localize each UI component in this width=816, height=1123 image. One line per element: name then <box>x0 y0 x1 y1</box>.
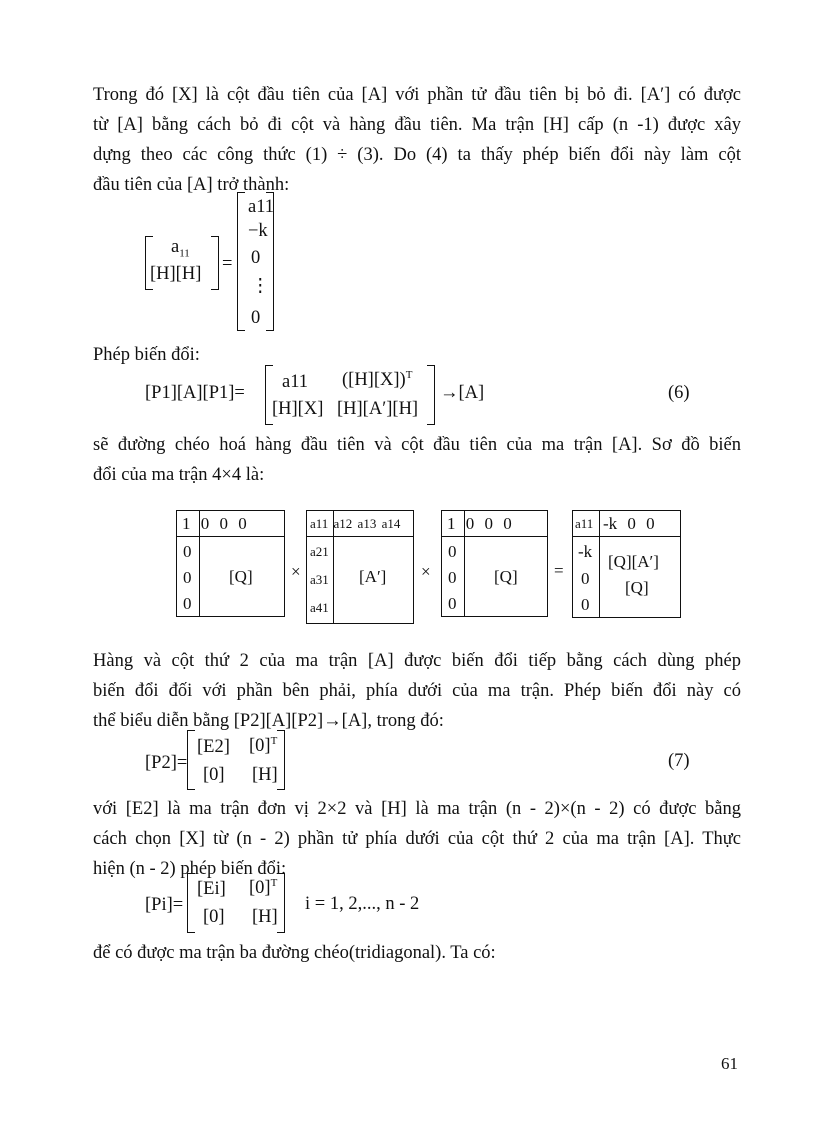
paragraph-4 <box>93 646 741 736</box>
scheme-m4-col: 0 <box>581 569 590 588</box>
rhs-entry: 0 <box>251 308 261 328</box>
scheme-m1-col: 0 <box>183 542 192 561</box>
rhs-entry: 0 <box>251 248 261 268</box>
divider <box>441 536 547 537</box>
bracket-right <box>266 192 274 331</box>
scheme-m4-corner: a11 <box>575 516 594 531</box>
text-line: sẽ đường chéo hoá hàng đầu tiên và cột đầu tiên của ma trận [A]. Sơ đồ biến <box>93 435 741 455</box>
text-line: đầu tiên của [A] trở thành: <box>93 175 290 195</box>
text-line: Trong đó [X] là cột đầu tiên của [A] với phần tử đầu tiên bị bỏ đi. [A′] có được <box>93 85 741 105</box>
scheme-m1-top: 1 0 0 0 <box>182 514 247 533</box>
bracket-left <box>237 192 245 331</box>
scheme-m2-col: a21 <box>310 544 329 559</box>
scheme-m3-top: 1 0 0 0 <box>447 514 512 533</box>
eq6-m21: [H][X] <box>272 399 324 419</box>
eq6-lhs: [P1][A][P1]= <box>145 383 245 403</box>
bracket-right <box>427 365 435 425</box>
eqpi-lhs: [Pi]= <box>145 895 184 915</box>
eq-equals: = <box>222 254 233 274</box>
divider <box>306 536 413 537</box>
rhs-entry: −k <box>248 221 268 241</box>
text-line: đổi của ma trận 4×4 là: <box>93 465 265 485</box>
scheme-m3-col: 0 <box>448 542 457 561</box>
eqpi-m21: [0] <box>203 907 225 927</box>
text-line: hiện (n - 2) phép biến đổi: <box>93 859 287 879</box>
eqpi-m12: $[0]^T$ <box>249 877 278 899</box>
scheme-m4-col: 0 <box>581 595 590 614</box>
rhs-entry: ⋮ <box>251 276 270 296</box>
paragraph-2 <box>93 340 741 370</box>
eq-lhs-top: $a_{11}$ <box>171 237 190 260</box>
eqpi-m11: [Ei] <box>197 879 226 899</box>
scheme-m3-col: 0 <box>448 594 457 613</box>
bracket-left <box>187 873 195 933</box>
scheme-m2-top: a11 a12 a13 a14 <box>310 516 401 531</box>
paragraph-1 <box>93 80 741 200</box>
scheme-m4-center1: [Q][A′] <box>608 552 659 571</box>
text-line: với [E2] là ma trận đơn vị 2×2 và [H] là ma trận (n - 2)×(n - 2) có được bằng <box>93 799 741 819</box>
scheme-m2-col: a41 <box>310 600 329 615</box>
eq7-lhs: [P2]= <box>145 753 188 773</box>
text-line: từ [A] bằng cách bỏ đi cột và hàng đầu tiên. Ma trận [H] cấp (n -1) được xây <box>93 115 741 135</box>
text-line: biến đổi đối với phần bên phải, phía dưới của ma trận. Phép biến đổi này có <box>93 681 741 701</box>
eq7-m12: $[0]^T$ <box>249 735 278 757</box>
eq7-m21: [0] <box>203 765 225 785</box>
bracket-right <box>277 873 285 933</box>
eq6-arrow: →[A] <box>440 383 485 403</box>
text-line: để có được ma trận ba đường chéo(tridiagonal). Ta có: <box>93 943 496 963</box>
times-sign: × <box>421 562 431 581</box>
bracket-right <box>277 730 285 790</box>
scheme-m4-center2: [Q] <box>625 578 649 597</box>
eq6-number: (6) <box>668 383 690 403</box>
eq7-m22: [H] <box>252 765 278 785</box>
scheme-m3-center: [Q] <box>494 567 518 586</box>
eq6-m22: [H][A′][H] <box>337 399 419 419</box>
eqpi-m22: [H] <box>252 907 278 927</box>
scheme-m1-center: [Q] <box>229 567 253 586</box>
scheme-m1-col: 0 <box>183 594 192 613</box>
eq-lhs-bottom: [H][H] <box>150 264 202 284</box>
scheme-m2-center: [A′] <box>359 567 387 586</box>
text-line: cách chọn [X] từ (n - 2) phần tử phía dưới của cột thứ 2 của ma trận [A]. Thực <box>93 829 741 849</box>
scheme-m4-col: -k <box>578 542 593 561</box>
divider <box>572 536 680 537</box>
eq6-m12: $([H][X])^T$ <box>342 369 413 391</box>
eq6-m11: a11 <box>282 372 309 392</box>
text-line: dựng theo các công thức (1) ÷ (3). Do (4) ta thấy phép biến đổi này làm cột <box>93 145 741 165</box>
eq7-number: (7) <box>668 751 690 771</box>
eq7-m11: [E2] <box>197 737 230 757</box>
paragraph-5 <box>93 794 741 884</box>
bracket-right <box>211 236 219 290</box>
scheme-m3-col: 0 <box>448 568 457 587</box>
rhs-entry: a11 <box>248 197 275 217</box>
page-number: 61 <box>721 1054 738 1073</box>
equals-sign: = <box>554 561 564 580</box>
paragraph-6 <box>93 938 741 968</box>
text-line: thể biểu diễn bằng [P2][A][P2]→[A], trong đó: <box>93 711 444 731</box>
bracket-left <box>187 730 195 790</box>
scheme-m4-top: -k 0 0 <box>603 514 655 533</box>
times-sign: × <box>291 562 301 581</box>
divider <box>599 510 600 617</box>
scheme-m1-col: 0 <box>183 568 192 587</box>
text-line: Hàng và cột thứ 2 của ma trận [A] được biến đổi tiếp bằng cách dùng phép <box>93 651 741 671</box>
eqpi-range: i = 1, 2,..., n - 2 <box>305 894 420 914</box>
divider <box>176 536 284 537</box>
paragraph-3 <box>93 430 741 490</box>
scheme-m2-col: a31 <box>310 572 329 587</box>
text-line: Phép biến đổi: <box>93 345 200 365</box>
